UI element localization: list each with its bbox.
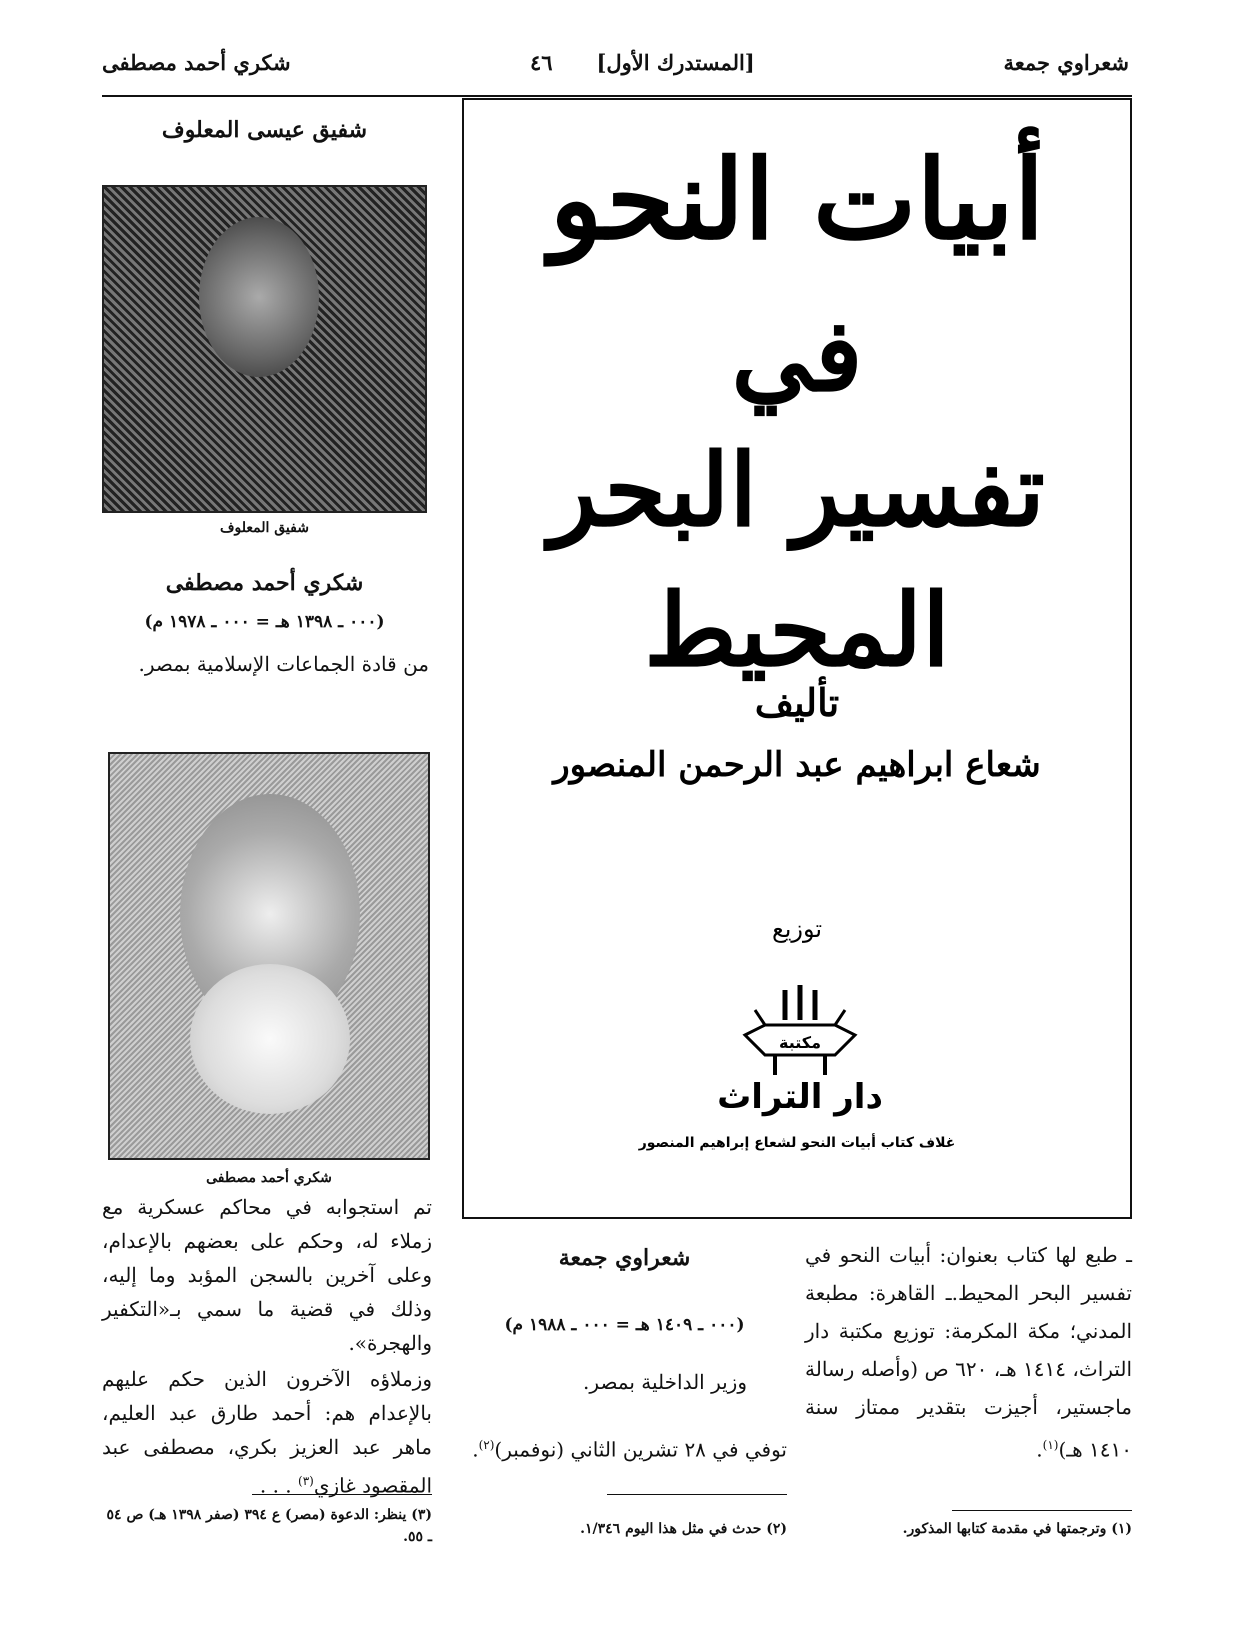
header-section-label: [المستدرك الأول]: [596, 50, 755, 75]
footnote-3: (٣) ينظر: الدعوة (مصر) ع ٣٩٤ (صفر ١٣٩٨ هـ) ص ٥٤ ـ ٥٥.: [106, 1507, 432, 1545]
entry2-name: شكري أحمد مصطفى: [165, 570, 364, 596]
publisher-logo-top-text: مكتبة: [779, 1033, 821, 1052]
page-number: ٤٦: [530, 50, 553, 75]
footnote-rule-middle: [607, 1494, 787, 1495]
photo1-caption: شفيق المعلوف: [220, 520, 309, 536]
entry3-death-text: توفي في ٢٨ تشرين الثاني (نوفمبر): [494, 1437, 787, 1462]
entry-book-details-end: .: [1036, 1437, 1043, 1462]
entry1-name: شفيق عيسى المعلوف: [161, 117, 368, 143]
header-rule: [102, 95, 1132, 97]
photo-shafiq-maalouf: [102, 185, 427, 513]
entry-book-details-text: ـ طبع لها كتاب بعنوان: أبيات النحو في تفسير البحر المحيط.ـ القاهرة: مطبعة المدني؛ مكة المكرمة: توزيع مكتبة دار التراث، ١٤١٤ هـ، ٦٢٠ ص (وأصله رسالة ماجستير، أجيزت بتقدير ممتاز سنة ١٤١٠ هـ): [805, 1243, 1132, 1462]
cover-author: شعاع ابراهيم عبد الرحمن المنصور: [553, 745, 1041, 785]
entry2-dates: (٠٠٠ ـ ١٣٩٨ هـ = ٠٠٠ ـ ١٩٧٨ م): [144, 612, 385, 632]
cover-caption: غلاف كتاب أبيات النحو لشعاع إبراهيم المنصور: [638, 1135, 956, 1151]
entry2-paragraph2: [102, 1362, 432, 1503]
photo-shukri-mustafa: [108, 752, 430, 1160]
publisher-logo: [717, 980, 883, 1120]
footnote-2: (٢) حدث في مثل هذا اليوم ١/٣٤٦.: [580, 1521, 787, 1537]
entry2-description: من قادة الجماعات الإسلامية بمصر.: [138, 652, 429, 676]
entry3-death: [462, 1428, 787, 1467]
cover-title-line2: في: [731, 296, 863, 414]
photo2-caption: شكري أحمد مصطفى: [206, 1170, 332, 1186]
entry3-name: شعراوي جمعة: [558, 1245, 691, 1271]
cover-title-line3: تفسير البحر المحيط: [549, 431, 1045, 689]
header-section: [530, 50, 755, 75]
footnote-ref-2: (٢): [478, 1438, 495, 1452]
entry2-paragraph2-ellipsis: . . .: [259, 1473, 292, 1498]
entry2-paragraph2-text: وزملاؤه الآخرون الذين حكم عليهم بالإعدام هم: أحمد طارق عبد العليم، ماهر عبد العزيز بكري، مصطفى عبد المقصود غازي: [102, 1367, 432, 1498]
entry2-paragraph1: تم استجوابه في محاكم عسكرية مع زملاء له، وحكم على بعضهم بالإعدام، وعلى آخرين بالسجن المؤبد وما إليه، وذلك في قضية ما سمي بـ«التكفير والهجرة».: [102, 1195, 432, 1355]
footnote-ref-3: (٣): [298, 1474, 314, 1488]
footnote-1: (١) وترجمتها في مقدمة كتابها المذكور.: [902, 1521, 1132, 1537]
entry3-description: وزير الداخلية بمصر.: [583, 1370, 747, 1394]
footnote-ref-1: (١): [1042, 1438, 1059, 1452]
entry-book-details: [805, 1236, 1132, 1469]
footnote-rule-right: [952, 1510, 1132, 1511]
entry3-dates: (٠٠٠ ـ ١٤٠٩ هـ = ٠٠٠ ـ ١٩٨٨ م): [504, 1315, 745, 1335]
cover-distribution-label: توزيع: [771, 915, 823, 943]
cover-by-label: تأليف: [754, 680, 840, 725]
publisher-logo-bottom-text: دار التراث: [717, 1077, 883, 1117]
cover-title-line1: أبيات النحو: [549, 135, 1045, 264]
entry3-death-end: .: [472, 1437, 479, 1462]
header-book-title: شعراوي جمعة: [1003, 50, 1129, 75]
footnote-rule-left: [252, 1494, 432, 1495]
header-entry-name: شكري أحمد مصطفى: [102, 50, 291, 75]
